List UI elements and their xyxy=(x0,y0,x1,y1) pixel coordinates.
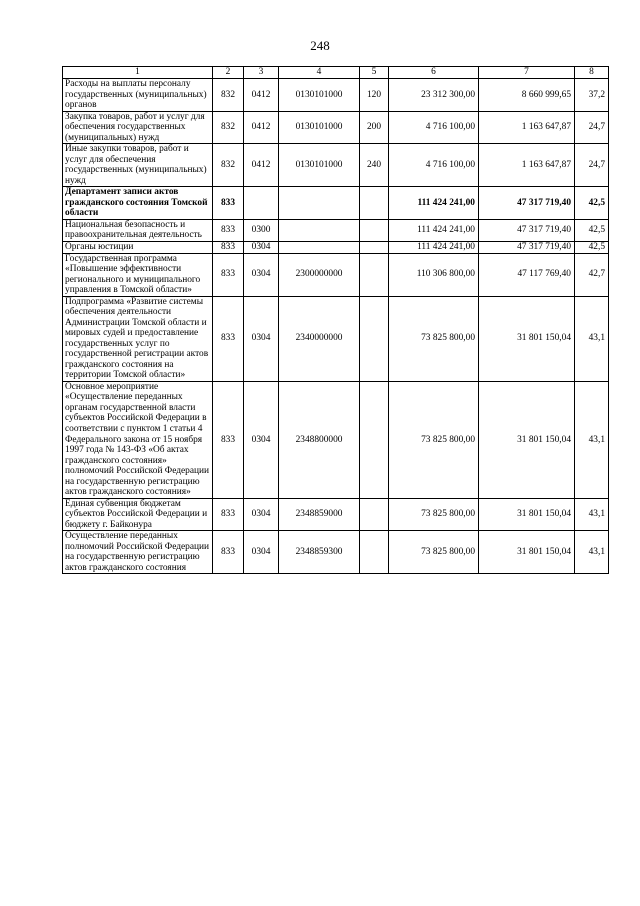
cell-expense-type: 200 xyxy=(360,111,389,144)
cell-fact-amount: 8 660 999,65 xyxy=(479,79,575,112)
header-cell: 7 xyxy=(479,67,575,79)
cell-name: Иные закупки товаров, работ и услуг для обеспечения государственных (муниципальных) нужд xyxy=(63,144,213,187)
table-row xyxy=(63,381,609,498)
cell-ved-code: 832 xyxy=(213,79,244,112)
cell-plan-amount: 23 312 300,00 xyxy=(389,79,479,112)
cell-name: Национальная безопасность и правоохранительная деятельность xyxy=(63,219,213,241)
cell-fact-amount: 31 801 150,04 xyxy=(479,498,575,531)
header-cell: 5 xyxy=(360,67,389,79)
cell-percent: 42,5 xyxy=(575,187,609,220)
cell-target-code: 2348859300 xyxy=(279,531,360,574)
cell-ved-code: 832 xyxy=(213,144,244,187)
cell-percent: 43,1 xyxy=(575,296,609,381)
cell-name: Подпрограмма «Развитие системы обеспечения деятельности Администрации Томской области и мировых судей и предоставление государственных услуг по государственной регистрации актов гражданского состояния на территории Томской области» xyxy=(63,296,213,381)
cell-target-code: 0130101000 xyxy=(279,111,360,144)
cell-name: Органы юстиции xyxy=(63,241,213,253)
cell-plan-amount: 111 424 241,00 xyxy=(389,241,479,253)
cell-ved-code: 833 xyxy=(213,381,244,498)
cell-name: Закупка товаров, работ и услуг для обеспечения государственных (муниципальных) нужд xyxy=(63,111,213,144)
cell-percent: 42,7 xyxy=(575,253,609,296)
cell-percent: 42,5 xyxy=(575,219,609,241)
cell-name: Государственная программа «Повышение эффективности регионального и муниципального управления в Томской области» xyxy=(63,253,213,296)
cell-plan-amount: 4 716 100,00 xyxy=(389,144,479,187)
cell-expense-type xyxy=(360,241,389,253)
cell-section-code: 0412 xyxy=(244,79,279,112)
cell-name: Единая субвенция бюджетам субъектов Российской Федерации и бюджету г. Байконура xyxy=(63,498,213,531)
cell-target-code xyxy=(279,241,360,253)
cell-ved-code: 833 xyxy=(213,219,244,241)
cell-target-code xyxy=(279,187,360,220)
cell-target-code: 2348800000 xyxy=(279,381,360,498)
cell-section-code: 0304 xyxy=(244,253,279,296)
header-cell: 1 xyxy=(63,67,213,79)
cell-percent: 24,7 xyxy=(575,144,609,187)
cell-target-code xyxy=(279,219,360,241)
cell-percent: 42,5 xyxy=(575,241,609,253)
cell-target-code: 2348859000 xyxy=(279,498,360,531)
cell-name: Осуществление переданных полномочий Российской Федерации на государственную регистрацию актов гражданского состояния xyxy=(63,531,213,574)
cell-plan-amount: 111 424 241,00 xyxy=(389,187,479,220)
table-row xyxy=(63,79,609,112)
table-row xyxy=(63,144,609,187)
cell-fact-amount: 47 317 719,40 xyxy=(479,187,575,220)
table-header-row xyxy=(63,67,609,79)
table-row xyxy=(63,498,609,531)
table-row xyxy=(63,219,609,241)
cell-percent: 37,2 xyxy=(575,79,609,112)
cell-plan-amount: 4 716 100,00 xyxy=(389,111,479,144)
cell-name: Основное мероприятие «Осуществление переданных органам государственной власти субъектов Российской Федерации в соответствии с пунктом 1 статьи 4 Федерального закона от 15 ноября 1997 года № 143-ФЗ «Об актах гражданского состояния» полномочий Российской Федерации на государственную регистрацию актов гражданского состояния» xyxy=(63,381,213,498)
cell-section-code: 0304 xyxy=(244,498,279,531)
cell-plan-amount: 110 306 800,00 xyxy=(389,253,479,296)
cell-plan-amount: 73 825 800,00 xyxy=(389,498,479,531)
cell-percent: 43,1 xyxy=(575,531,609,574)
cell-ved-code: 833 xyxy=(213,241,244,253)
cell-target-code: 0130101000 xyxy=(279,144,360,187)
header-cell: 2 xyxy=(213,67,244,79)
cell-fact-amount: 31 801 150,04 xyxy=(479,381,575,498)
cell-ved-code: 833 xyxy=(213,253,244,296)
cell-fact-amount: 1 163 647,87 xyxy=(479,144,575,187)
cell-expense-type xyxy=(360,381,389,498)
cell-fact-amount: 47 317 719,40 xyxy=(479,219,575,241)
cell-ved-code: 833 xyxy=(213,531,244,574)
cell-expense-type: 240 xyxy=(360,144,389,187)
cell-plan-amount: 111 424 241,00 xyxy=(389,219,479,241)
cell-expense-type xyxy=(360,187,389,220)
table-row xyxy=(63,111,609,144)
cell-fact-amount: 47 317 719,40 xyxy=(479,241,575,253)
cell-fact-amount: 1 163 647,87 xyxy=(479,111,575,144)
cell-expense-type xyxy=(360,531,389,574)
cell-section-code xyxy=(244,187,279,220)
cell-plan-amount: 73 825 800,00 xyxy=(389,531,479,574)
cell-percent: 43,1 xyxy=(575,381,609,498)
table-row xyxy=(63,241,609,253)
cell-section-code: 0304 xyxy=(244,381,279,498)
cell-percent: 43,1 xyxy=(575,498,609,531)
cell-section-code: 0412 xyxy=(244,144,279,187)
cell-plan-amount: 73 825 800,00 xyxy=(389,381,479,498)
budget-table xyxy=(62,66,609,574)
table-row xyxy=(63,187,609,220)
cell-plan-amount: 73 825 800,00 xyxy=(389,296,479,381)
cell-expense-type xyxy=(360,296,389,381)
cell-ved-code: 833 xyxy=(213,187,244,220)
cell-name: Расходы на выплаты персоналу государственных (муниципальных) органов xyxy=(63,79,213,112)
cell-fact-amount: 31 801 150,04 xyxy=(479,531,575,574)
cell-percent: 24,7 xyxy=(575,111,609,144)
header-cell: 4 xyxy=(279,67,360,79)
page-number: 248 xyxy=(310,38,330,53)
cell-target-code: 2300000000 xyxy=(279,253,360,296)
cell-section-code: 0304 xyxy=(244,531,279,574)
cell-fact-amount: 31 801 150,04 xyxy=(479,296,575,381)
cell-fact-amount: 47 117 769,40 xyxy=(479,253,575,296)
header-cell: 8 xyxy=(575,67,609,79)
cell-expense-type xyxy=(360,498,389,531)
cell-target-code: 0130101000 xyxy=(279,79,360,112)
header-cell: 6 xyxy=(389,67,479,79)
cell-ved-code: 833 xyxy=(213,296,244,381)
cell-target-code: 2340000000 xyxy=(279,296,360,381)
header-cell: 3 xyxy=(244,67,279,79)
cell-ved-code: 833 xyxy=(213,498,244,531)
table-row xyxy=(63,253,609,296)
table-row xyxy=(63,296,609,381)
table-row xyxy=(63,531,609,574)
cell-expense-type: 120 xyxy=(360,79,389,112)
cell-section-code: 0300 xyxy=(244,219,279,241)
cell-section-code: 0304 xyxy=(244,296,279,381)
cell-expense-type xyxy=(360,219,389,241)
cell-name: Департамент записи актов гражданского состояния Томской области xyxy=(63,187,213,220)
cell-expense-type xyxy=(360,253,389,296)
cell-ved-code: 832 xyxy=(213,111,244,144)
cell-section-code: 0304 xyxy=(244,241,279,253)
cell-section-code: 0412 xyxy=(244,111,279,144)
